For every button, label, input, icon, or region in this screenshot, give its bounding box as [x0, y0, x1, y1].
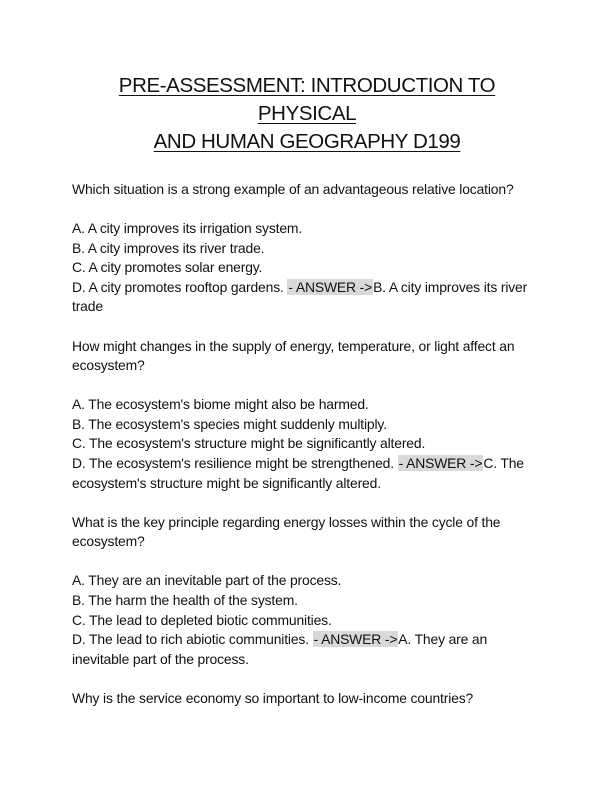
option-c: C. A city promotes solar energy. — [72, 259, 263, 276]
answer-marker: - ANSWER -> — [288, 278, 373, 295]
option-c: C. The lead to depleted biotic communities. — [72, 611, 332, 628]
option-c: C. The ecosystem's structure might be significantly altered. — [72, 435, 426, 452]
title-line-2: AND HUMAN GEOGRAPHY D199 — [153, 130, 461, 153]
question-text: Why is the service economy so important to low-income countries? — [72, 689, 474, 706]
option-d: D. The lead to rich abiotic communities. — [72, 631, 313, 648]
answer-marker: - ANSWER -> — [313, 631, 398, 648]
document-title — [72, 72, 542, 156]
option-a: A. The ecosystem's biome might also be harmed. — [72, 396, 369, 413]
answer-marker: - ANSWER -> — [398, 455, 483, 472]
option-d: D. The ecosystem's resilience might be strengthened. — [72, 455, 398, 472]
option-d-with-answer — [72, 630, 542, 669]
question-1 — [72, 180, 542, 317]
option-d: D. A city promotes rooftop gardens. — [72, 278, 288, 295]
answer-text: A. They are an inevitable part of the process. — [72, 631, 488, 667]
option-d-with-answer — [72, 454, 542, 493]
option-b: B. The harm the health of the system. — [72, 592, 298, 608]
options-list — [72, 219, 542, 317]
document-page — [72, 72, 542, 728]
answer-text: B. A city improves its river trade — [72, 278, 528, 315]
options-list — [72, 395, 542, 493]
option-a: A. A city improves its irrigation system. — [72, 220, 303, 237]
question-2 — [72, 337, 542, 494]
question-text: What is the key principle regarding energy losses within the cycle of the ecosystem? — [72, 513, 501, 550]
question-3 — [72, 513, 542, 670]
options-list — [72, 571, 542, 669]
option-d-with-answer — [72, 278, 542, 317]
question-text: How might changes in the supply of energy, temperature, or light affect an ecosystem? — [72, 337, 515, 374]
option-b: B. A city improves its river trade. — [72, 239, 265, 256]
question-4 — [72, 689, 542, 709]
answer-text: C. The ecosystem's structure might be significantly altered. — [72, 455, 524, 491]
question-text: Which situation is a strong example of an advantageous relative location? — [72, 181, 514, 197]
option-b: B. The ecosystem's species might suddenly multiply. — [72, 415, 387, 432]
title-line-1: PRE-ASSESSMENT: INTRODUCTION TO PHYSICAL — [118, 74, 496, 125]
option-a: A. They are an inevitable part of the process. — [72, 572, 342, 589]
